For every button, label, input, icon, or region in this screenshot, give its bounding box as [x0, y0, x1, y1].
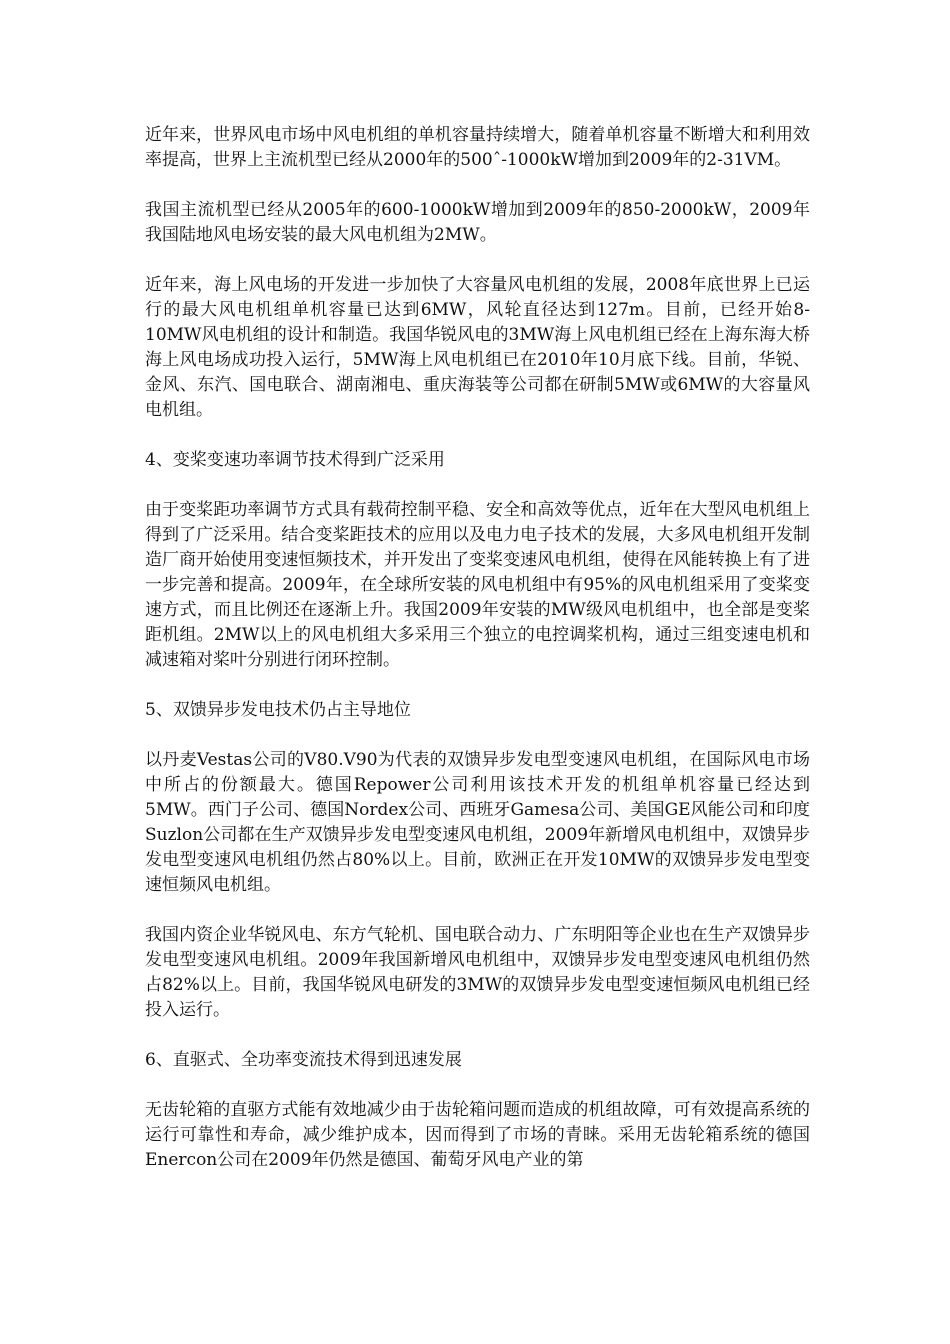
- document-page: [145, 123, 810, 1198]
- paragraph-unit-capacity-world: 近年来，世界风电市场中风电机组的单机容量持续增大，随着单机容量不断增大和利用效率提高，世界上主流机型已经从2000年的500ˆ-1000kW增加到2009年的2-31VM。: [145, 125, 810, 170]
- paragraph-dfig-international: 以丹麦Vestas公司的V80.V90为代表的双馈异步发电型变速风电机组，在国际风电市场中所占的份额最大。德国Repower公司利用该技术开发的机组单机容量已经达到5MW。西门子公司、德国Nordex公司、西班牙Gamesa公司、美国GE风能公司和印度Suzlon公司都在生产双馈异步发电型变速风电机组，2009年新增风电机组中，双馈异步发电型变速风电机组仍然占80%以上。目前，欧洲正在开发10MW的双馈异步发电型变速恒频风电机组。: [145, 750, 810, 895]
- paragraph-pitch-variable-speed: 由于变桨距功率调节方式具有载荷控制平稳、安全和高效等优点，近年在大型风电机组上得到了广泛采用。结合变桨距技术的应用以及电力电子技术的发展，大多风电机组开发制造厂商开始使用变速恒频技术，并开发出了变桨变速风电机组，使得在风能转换上有了进一步完善和提高。2009年，在全球所安装的风电机组中有95%的风电机组采用了变桨变速方式，而且比例还在逐渐上升。我国2009年安装的MW级风电机组中，也全部是变桨距机组。2MW以上的风电机组大多采用三个独立的电控调桨机构，通过三组变速电机和减速箱对桨叶分别进行闭环控制。: [145, 500, 810, 670]
- paragraph-unit-capacity-china: 我国主流机型已经从2005年的600-1000kW增加到2009年的850-2000kW，2009年我国陆地风电场安装的最大风电机组为2MW。: [145, 200, 810, 245]
- section-heading-5: 5、双馈异步发电技术仍占主导地位: [145, 700, 411, 720]
- section-heading-6: 6、直驱式、全功率变流技术得到迅速发展: [145, 1050, 462, 1070]
- paragraph-offshore-wind: 近年来，海上风电场的开发进一步加快了大容量风电机组的发展，2008年底世界上已运行的最大风电机组单机容量已达到6MW，风轮直径达到127m。目前，已经开始8-10MW风电机组的设计和制造。我国华锐风电的3MW海上风电机组已经在上海东海大桥海上风电场成功投入运行，5MW海上风电机组已在2010年10月底下线。目前，华锐、金风、东汽、国电联合、湖南湘电、重庆海装等公司都在研制5MW或6MW的大容量风电机组。: [145, 275, 810, 420]
- paragraph-dfig-china: 我国内资企业华锐风电、东方气轮机、国电联合动力、广东明阳等企业也在生产双馈异步发电型变速风电机组。2009年我国新增风电机组中，双馈异步发电型变速风电机组仍然占82%以上。目前，我国华锐风电研发的3MW的双馈异步发电型变速恒频风电机组已经投入运行。: [145, 925, 810, 1020]
- paragraph-direct-drive: 无齿轮箱的直驱方式能有效地减少由于齿轮箱问题而造成的机组故障，可有效提高系统的运行可靠性和寿命，减少维护成本，因而得到了市场的青睐。采用无齿轮箱系统的德国Enercon公司在2009年仍然是德国、葡萄牙风电产业的第: [145, 1100, 810, 1170]
- section-heading-4: 4、变桨变速功率调节技术得到广泛采用: [145, 450, 445, 470]
